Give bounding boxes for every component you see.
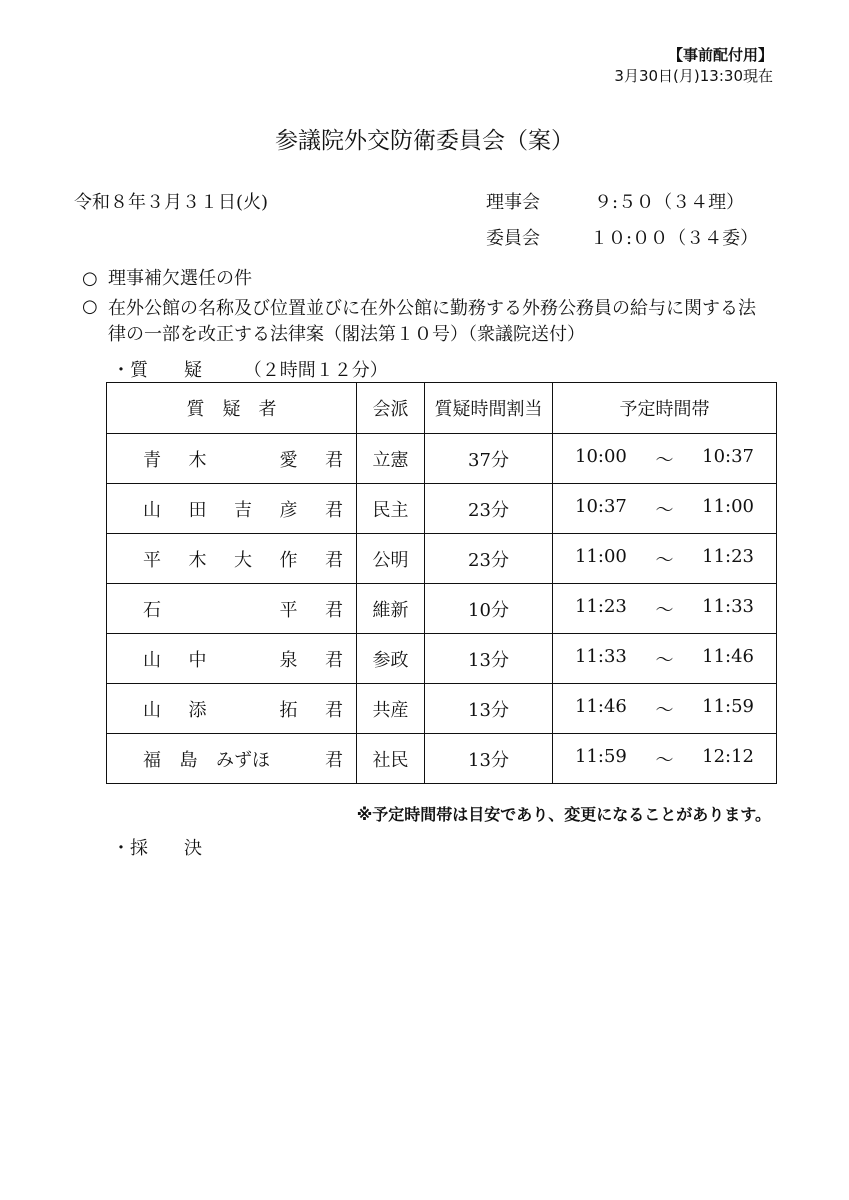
questioner-name bbox=[107, 734, 357, 784]
timeslot-start: 10:00 bbox=[575, 445, 627, 467]
name-part: 添 bbox=[188, 699, 207, 721]
party: 共産 bbox=[357, 684, 425, 734]
timeslot-end: 11:23 bbox=[702, 545, 754, 567]
party: 参政 bbox=[357, 634, 425, 684]
qa-label: ・質 疑 bbox=[112, 360, 202, 381]
timeslot-end: 10:37 bbox=[702, 445, 754, 467]
name-part: 君 bbox=[325, 599, 343, 621]
name-part: 君 bbox=[325, 449, 343, 471]
timeslot-start: 11:23 bbox=[575, 595, 627, 617]
timeslot bbox=[553, 534, 777, 584]
timeslot-sep: ～ bbox=[655, 699, 674, 721]
timeslot-start: 11:59 bbox=[575, 745, 627, 767]
timeslot-start: 10:37 bbox=[575, 495, 627, 517]
allotted-minutes: 37分 bbox=[425, 434, 553, 484]
name-part: 青 bbox=[143, 449, 161, 471]
name-part: 大 bbox=[234, 549, 252, 571]
qa-section-label bbox=[112, 356, 388, 382]
timeslot bbox=[553, 734, 777, 784]
name-part: 石 bbox=[143, 599, 161, 621]
timeslot-start: 11:46 bbox=[575, 695, 627, 717]
agenda-item-2-marker bbox=[82, 296, 108, 317]
timeslot bbox=[553, 484, 777, 534]
agenda-marker: ○ bbox=[82, 296, 98, 317]
name-part bbox=[234, 646, 252, 672]
name-part: 木 bbox=[188, 549, 207, 571]
timeslot-sep: ～ bbox=[655, 749, 674, 771]
allotted-minutes: 13分 bbox=[425, 734, 553, 784]
timeslot-end: 11:46 bbox=[702, 645, 754, 667]
table-row bbox=[107, 734, 777, 784]
timeslot-end: 11:59 bbox=[702, 695, 754, 717]
questioner-table bbox=[106, 382, 777, 784]
name-part: 木 bbox=[188, 449, 207, 471]
name-part: 君 bbox=[325, 749, 343, 771]
timeslot-sep: ～ bbox=[655, 549, 674, 571]
table-row bbox=[107, 534, 777, 584]
schedule-time-committee: １０:００（３４委） bbox=[590, 228, 759, 249]
name-part: 君 bbox=[325, 699, 343, 721]
allotted-minutes: 13分 bbox=[425, 634, 553, 684]
timeslot-note: ※予定時間帯は目安であり、変更になることがあります。 bbox=[356, 805, 771, 824]
name-part: 平 bbox=[279, 599, 298, 621]
timeslot-start: 11:33 bbox=[575, 645, 627, 667]
vote-label: ・採 決 bbox=[112, 838, 202, 859]
name-part: 君 bbox=[325, 499, 343, 521]
timeslot-end: 11:33 bbox=[702, 595, 754, 617]
name-part: 吉 bbox=[234, 499, 252, 521]
timeslot bbox=[553, 684, 777, 734]
agenda-marker: ○ bbox=[82, 268, 98, 289]
name-part: 拓 bbox=[279, 699, 298, 721]
name-part: 福 bbox=[143, 749, 161, 771]
header-questioner: 質 疑 者 bbox=[107, 383, 357, 434]
name-part: 作 bbox=[279, 549, 298, 571]
allotted-minutes: 23分 bbox=[425, 484, 553, 534]
name-part: 君 bbox=[325, 649, 343, 671]
timeslot-sep: ～ bbox=[655, 449, 674, 471]
agenda-item-1-text: 理事補欠選任の件 bbox=[108, 268, 252, 289]
name-part: 平 bbox=[143, 549, 161, 571]
party: 立憲 bbox=[357, 434, 425, 484]
timeslot-start: 11:00 bbox=[575, 545, 627, 567]
table-row bbox=[107, 634, 777, 684]
name-part: 島 bbox=[179, 749, 198, 771]
timeslot-sep: ～ bbox=[655, 499, 674, 521]
header-timeslot: 予定時間帯 bbox=[553, 383, 777, 434]
timeslot bbox=[553, 434, 777, 484]
as-of-timestamp: 3月30日(月)13:30現在 bbox=[614, 67, 773, 85]
questioner-name bbox=[107, 684, 357, 734]
table-row bbox=[107, 484, 777, 534]
questioner-name bbox=[107, 484, 357, 534]
name-part: 君 bbox=[325, 549, 343, 571]
qa-total-time: （２時間１２分） bbox=[243, 360, 388, 381]
distribution-tag: 【事前配付用】 bbox=[667, 46, 773, 64]
agenda-item-1 bbox=[82, 264, 252, 290]
questioner-name bbox=[107, 434, 357, 484]
table-row bbox=[107, 434, 777, 484]
questioner-name bbox=[107, 634, 357, 684]
name-part bbox=[289, 746, 307, 772]
timeslot-sep: ～ bbox=[655, 649, 674, 671]
timeslot-end: 12:12 bbox=[702, 745, 754, 767]
table-row bbox=[107, 684, 777, 734]
header-allotted: 質疑時間割当 bbox=[425, 383, 553, 434]
party: 民主 bbox=[357, 484, 425, 534]
timeslot bbox=[553, 584, 777, 634]
questioner-name bbox=[107, 534, 357, 584]
schedule-label-committee: 委員会 bbox=[486, 228, 540, 249]
name-part bbox=[234, 696, 252, 722]
party: 公明 bbox=[357, 534, 425, 584]
name-part bbox=[234, 596, 252, 622]
name-part: みずほ bbox=[216, 749, 270, 771]
name-part: 田 bbox=[188, 499, 207, 521]
agenda-item-2-text: 在外公館の名称及び位置並びに在外公館に勤務する外務公務員の給与に関する法律の一部を改正する法律案（閣法第１０号）（衆議院送付） bbox=[108, 298, 756, 345]
name-part: 中 bbox=[188, 649, 207, 671]
schedule-label-board: 理事会 bbox=[486, 192, 540, 213]
schedule-time-board: ９:５０（３４理） bbox=[594, 192, 745, 213]
name-part: 愛 bbox=[279, 449, 298, 471]
timeslot-end: 11:00 bbox=[702, 495, 754, 517]
header-party: 会派 bbox=[357, 383, 425, 434]
page-title: 参議院外交防衛委員会（案） bbox=[275, 128, 574, 154]
name-part: 泉 bbox=[279, 649, 298, 671]
party: 社民 bbox=[357, 734, 425, 784]
name-part bbox=[189, 596, 207, 622]
name-part: 山 bbox=[143, 649, 161, 671]
name-part: 彦 bbox=[279, 499, 298, 521]
name-part: 山 bbox=[143, 699, 161, 721]
timeslot-sep: ～ bbox=[655, 599, 674, 621]
party: 維新 bbox=[357, 584, 425, 634]
meeting-date: 令和８年３月３１日(火) bbox=[74, 192, 269, 213]
timeslot bbox=[553, 634, 777, 684]
name-part bbox=[234, 446, 252, 472]
questioner-name bbox=[107, 584, 357, 634]
name-part: 山 bbox=[143, 499, 161, 521]
allotted-minutes: 23分 bbox=[425, 534, 553, 584]
table-header-row bbox=[107, 383, 777, 434]
table-row bbox=[107, 584, 777, 634]
allotted-minutes: 10分 bbox=[425, 584, 553, 634]
allotted-minutes: 13分 bbox=[425, 684, 553, 734]
